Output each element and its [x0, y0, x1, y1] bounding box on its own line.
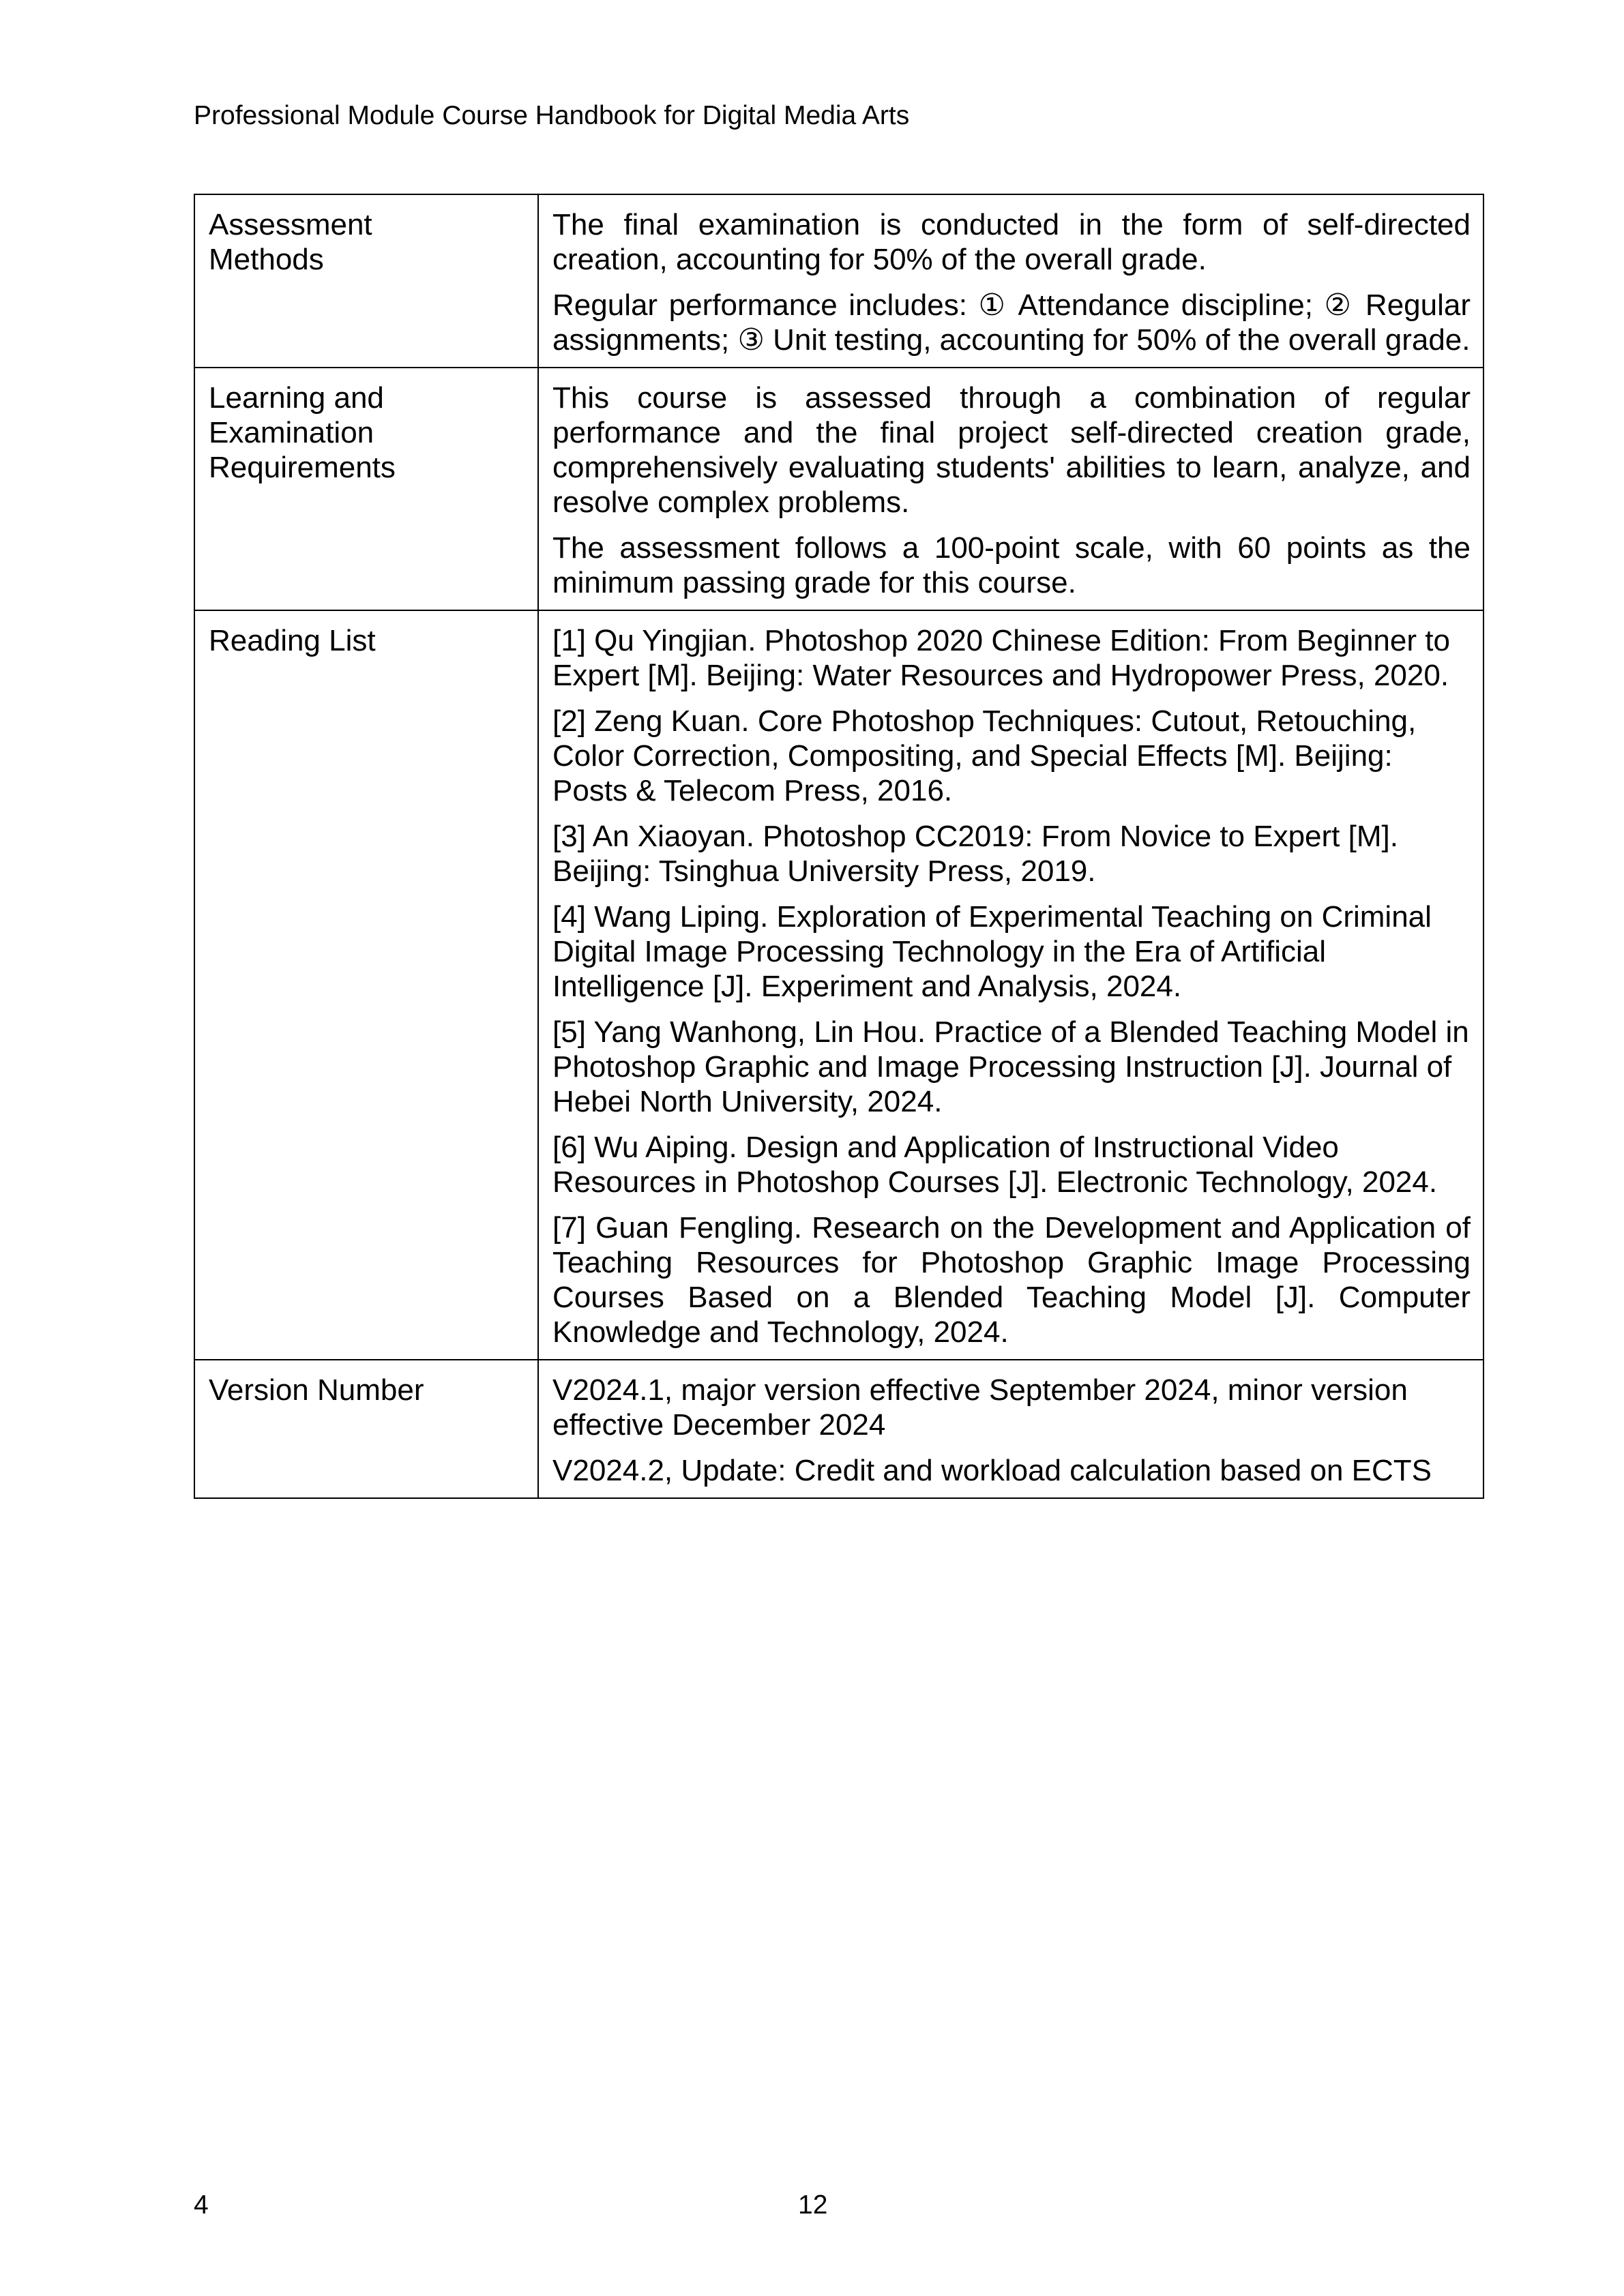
row-assessment-methods — [194, 194, 1483, 368]
label-learning-requirements — [194, 368, 538, 610]
content-assessment-methods — [538, 194, 1483, 368]
paragraph: The final examination is conducted in the form of self-directed creation, accounting for 50% of the overall grade. — [552, 208, 1471, 276]
label-line: Examination — [209, 416, 374, 449]
row-version-number — [194, 1360, 1483, 1498]
label-reading-list — [194, 610, 538, 1360]
reference-item: [4] Wang Liping. Exploration of Experimental Teaching on Criminal Digital Image Processing Technology in the Era of Artificial Intelligence [J]. Experiment and Analysis, 2024. — [552, 900, 1432, 1003]
label-line: Requirements — [209, 451, 396, 484]
paragraph: Regular performance includes: ① Attendance discipline; ② Regular assignments; ③ Unit testing, accounting for 50% of the overall grade. — [552, 288, 1471, 357]
reference-item: [2] Zeng Kuan. Core Photoshop Techniques: Cutout, Retouching, Color Correction, Compositing, and Special Effects [M]. Beijing: Posts & Telecom Press, 2016. — [552, 704, 1417, 807]
footer-left-number: 4 — [194, 2190, 209, 2220]
paragraph: V2024.1, major version effective September 2024, minor version effective December 2024 — [552, 1373, 1408, 1442]
content-learning-requirements — [538, 368, 1483, 610]
row-reading-list — [194, 610, 1483, 1360]
module-info-table — [194, 194, 1484, 1499]
label-line: Assessment — [209, 208, 372, 241]
paragraph: V2024.2, Update: Credit and workload calculation based on ECTS — [552, 1454, 1432, 1487]
label-line: Reading List — [209, 624, 376, 657]
label-line: Version Number — [209, 1373, 424, 1407]
content-version-number — [538, 1360, 1483, 1498]
reference-item: [3] An Xiaoyan. Photoshop CC2019: From Novice to Expert [M]. Beijing: Tsinghua University Press, 2019. — [552, 820, 1398, 888]
reference-item: [7] Guan Fengling. Research on the Development and Application of Teaching Resources for Photoshop Graphic Image Processing Courses Based on a Blended Teaching Model [J]. Computer Knowledge and Technology, 2024. — [552, 1211, 1471, 1349]
paragraph: This course is assessed through a combination of regular performance and the final project self-directed creation grade, comprehensively evaluating students' abilities to learn, analyze, and resolve complex problems. — [552, 381, 1471, 519]
label-line: Learning and — [209, 381, 384, 415]
reference-item: [1] Qu Yingjian. Photoshop 2020 Chinese Edition: From Beginner to Expert [M]. Beijing: Water Resources and Hydropower Press, 2020. — [552, 624, 1450, 692]
content-reading-list — [538, 610, 1483, 1360]
running-header: Professional Module Course Handbook for Digital Media Arts — [194, 101, 910, 130]
label-version-number — [194, 1360, 538, 1498]
reference-item: [5] Yang Wanhong, Lin Hou. Practice of a Blended Teaching Model in Photoshop Graphic and Image Processing Instruction [J]. Journal of Hebei North University, 2024. — [552, 1015, 1469, 1118]
paragraph: The assessment follows a 100-point scale, with 60 points as the minimum passing grade for this course. — [552, 531, 1471, 599]
label-line: Methods — [209, 243, 324, 276]
row-learning-requirements — [194, 368, 1483, 610]
page-number: 12 — [798, 2190, 828, 2220]
label-assessment-methods — [194, 194, 538, 368]
reference-item: [6] Wu Aiping. Design and Application of Instructional Video Resources in Photoshop Courses [J]. Electronic Technology, 2024. — [552, 1131, 1438, 1199]
